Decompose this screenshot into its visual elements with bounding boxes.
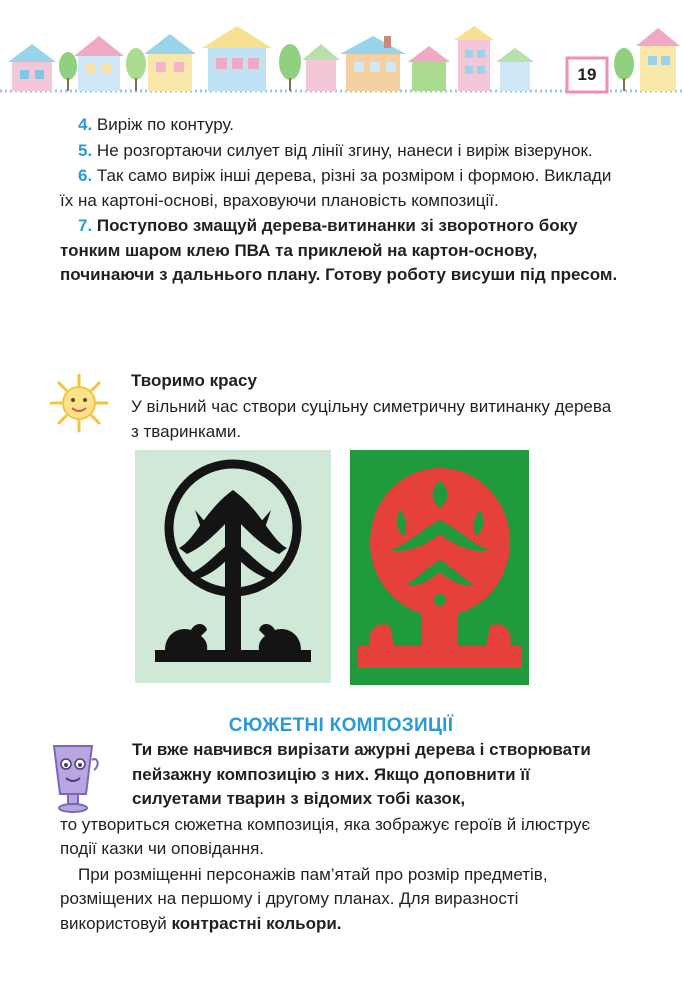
- step-text: Так само виріж інші дерева, різні за розміром і формою. Виклади їх на картоні-основі, враховуючи плановість композиції.: [60, 166, 612, 210]
- story-para-1-rest: то утвориться сюжетна композиція, яка зображує героїв й ілюструє події казки чи оповідання.: [60, 814, 591, 858]
- step-7: [60, 214, 620, 288]
- beauty-text: У вільний час створи суцільну симетричну витинанку дерева з тваринками.: [131, 397, 612, 441]
- step-number: 7.: [78, 216, 93, 235]
- beauty-title: Творимо красу: [131, 371, 257, 390]
- step-text: Не розгортаючи силует від лінії згину, нанеси і виріж візерунок.: [92, 140, 593, 160]
- step-4: [60, 113, 620, 138]
- sun-icon: [49, 373, 109, 433]
- step-text: Виріж по контуру.: [92, 115, 234, 134]
- steps-list: [60, 113, 620, 289]
- section-title: СЮЖЕТНІ КОМПОЗИЦІЇ: [228, 715, 454, 736]
- tree-cutout-black-image: [135, 450, 331, 683]
- story-para-2-normal: При розміщенні персонажів пам’ятай про розмір предметів, розміщених на першому і другому планах. Для виразності використовуй: [60, 864, 548, 933]
- step-text: Поступово змащуй дерева-витинанки зі зворотного боку тонким шаром клею ПВА та приклеюй на картон-основу, починаючи з дальнього плану. Готову роботу висуши під пресом.: [60, 216, 618, 284]
- step-6: [60, 164, 620, 213]
- story-text: [60, 738, 620, 937]
- story-para-1-bold: Ти вже навчився вирізати ажурні дерева і створювати пейзажну композицію з них. Якщо доповнити її силуетами тварин з відомих тобі казок,: [132, 740, 591, 808]
- tree-cutout-red-image: [350, 450, 529, 685]
- story-para-2-bold: контрастні кольори.: [171, 913, 342, 933]
- story-para-2: [60, 863, 620, 937]
- step-number: 5.: [78, 140, 93, 160]
- page-number: 19: [577, 65, 597, 84]
- step-5: [60, 139, 620, 164]
- step-number: 6.: [78, 166, 93, 185]
- step-number: 4.: [78, 115, 93, 134]
